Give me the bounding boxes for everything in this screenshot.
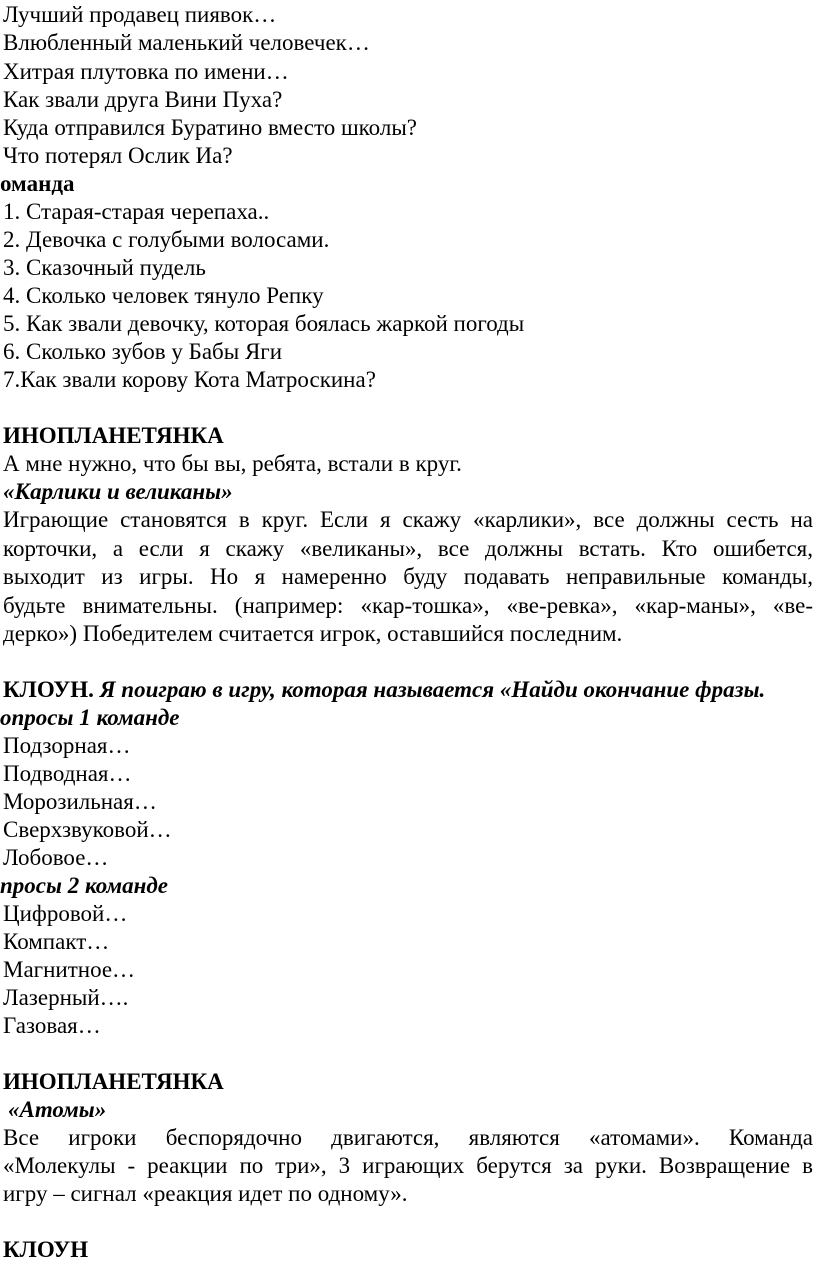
paragraph-line: Все игроки беспорядочно двигаются, являются «атомами». Команда	[3, 1125, 813, 1150]
text-line: А мне нужно, что бы вы, ребята, встали в круг.	[3, 451, 462, 476]
list-item: Сверхзвуковой…	[3, 817, 172, 842]
section-heading: просы 2 команде	[0, 873, 169, 898]
list-item: Подводная…	[3, 761, 132, 786]
list-item: Компакт…	[3, 929, 110, 954]
paragraph-line: Играющие становятся в круг. Если я скажу «карлики», все должны сесть на	[3, 507, 813, 532]
question-item: 7.Как звали корову Кота Матроскина?	[3, 367, 376, 392]
list-item: Лазерный….	[3, 985, 129, 1010]
question-item: 4. Сколько человек тянуло Репку	[3, 283, 324, 308]
list-item: Газовая…	[3, 1013, 101, 1038]
game-title: «Карлики и великаны»	[3, 479, 233, 504]
section-heading: оманда	[0, 171, 75, 196]
question-item: 6. Сколько зубов у Бабы Яги	[3, 339, 283, 364]
speaker-heading: ИНОПЛАНЕТЯНКА	[3, 1069, 224, 1094]
list-item: Морозильная…	[3, 789, 157, 814]
question-item: 1. Старая-старая черепаха..	[3, 199, 270, 224]
paragraph-line: дерко») Победителем считается игрок, оставшийся последним.	[3, 621, 623, 646]
list-item: Лобовое…	[3, 845, 109, 870]
text-line: Хитрая плутовка по имени…	[3, 59, 289, 84]
paragraph-line: корточки, а если я скажу «великаны», все должны встать. Кто ошибется,	[3, 536, 813, 561]
question-item: 2. Девочка с голубыми волосами.	[3, 227, 330, 252]
text-line: Что потерял Ослик Иа?	[3, 143, 233, 168]
paragraph-line: «Молекулы - реакции по три», 3 играющих берутся за руки. Возвращение в	[3, 1153, 813, 1178]
game-title: «Атомы»	[8, 1097, 107, 1122]
paragraph-line: будьте внимательны. (например: «кар-тошка», «ве-ревка», «кар-маны», «ве-	[3, 593, 813, 618]
list-item: Цифровой…	[3, 901, 128, 926]
speaker-line	[3, 676, 765, 704]
question-item: 3. Сказочный пудель	[3, 255, 206, 280]
question-item: 5. Как звали девочку, которая боялась жаркой погоды	[3, 311, 525, 336]
list-item: Подзорная…	[3, 733, 131, 758]
section-heading: опросы 1 команде	[0, 705, 180, 730]
list-item: Магнитное…	[3, 957, 136, 982]
speaker-heading: КЛОУН	[3, 1237, 89, 1262]
speaker-text: Я поиграю в игру, которая называется «Найди окончание фразы.	[93, 677, 766, 702]
text-line: Влюбленный маленький человечек…	[3, 30, 370, 55]
text-line: Куда отправился Буратино вместо школы?	[3, 115, 417, 140]
paragraph-line: игру – сигнал «реакция идет по одному».	[3, 1181, 408, 1206]
text-line: Как звали друга Вини Пуха?	[3, 87, 283, 112]
speaker-heading: ИНОПЛАНЕТЯНКА	[3, 423, 224, 448]
text-line: Лучший продавец пиявок…	[3, 2, 277, 27]
speaker-name: КЛОУН.	[3, 677, 94, 702]
paragraph-line: выходит из игры. Но я намеренно буду подавать неправильные команды,	[3, 564, 813, 589]
